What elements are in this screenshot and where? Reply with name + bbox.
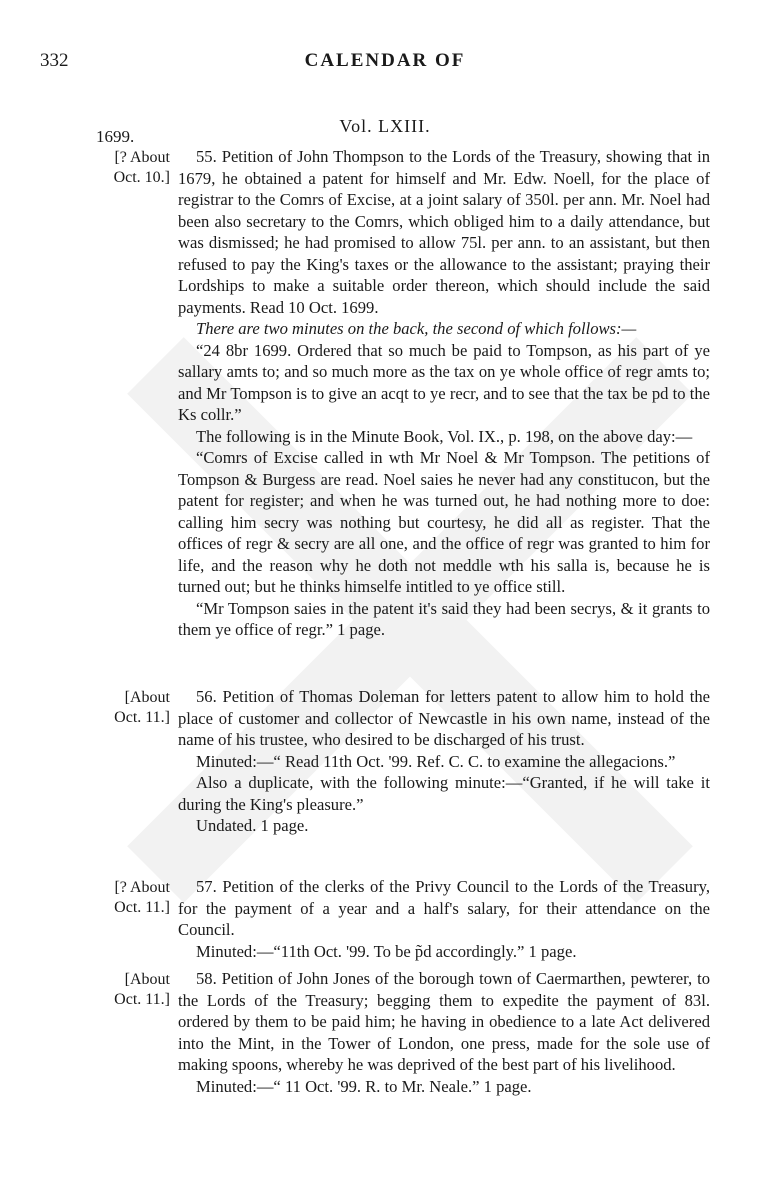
entry-text: 55. Petition of John Thompson to the Lords of the Treasury, showing that in 1679, he obtained a patent for himself and Mr. Edw. Noell, for the place of registrar to the Comrs of Excise, at a joint salary of 350l. per ann. Mr. Noel had been also secretary to the Comrs, which obliged him to a daily attendance, but was dismissed; he had promised to allow 75l. per ann. to an assistant, but then refused to pay the King's taxes or the allowance to the assistant; praying their Lordships to make a suitable order thereon, which should include the said payments. Read 10 Oct. 1699. [178, 147, 710, 317]
entry-text: 57. Petition of the clerks of the Privy Council to the Lords of the Treasury, for the payment of a year and a half's salary, for their attendance on the Council. [178, 877, 710, 939]
note-text: Also a duplicate, with the following minute:—“Granted, if he will take it during the King's pleasure.” [178, 773, 710, 814]
note-text: Undated. 1 page. [196, 816, 309, 835]
volume-heading: Vol. LXIII. [339, 116, 431, 136]
entry-57 [178, 876, 710, 962]
running-title: CALENDAR OF [304, 50, 466, 71]
entry-date-56: [About Oct. 11.] [114, 689, 170, 726]
entry-date-58: [About Oct. 11.] [114, 971, 170, 1008]
entry-56 [178, 686, 710, 837]
minute-text: “24 8br 1699. Ordered that so much be paid to Tompson, as his part of ye sallary amts to; and so much more as the tax on ye whole office of regr amts to; and Mr Tompson is to give an acqt to ye recr, and to see that the tax be pd to the Ks collr.” [178, 340, 710, 424]
minute-text: Minuted:—“ Read 11th Oct. '99. Ref. C. C. to examine the allegacions.” [196, 751, 676, 771]
note-text: The following is in the Minute Book, Vol. IX., p. 198, on the above day:— [196, 426, 693, 446]
minute-text: “Mr Tompson saies in the patent it's said they had been secrys, & it grants to them ye office of regr.” 1 page. [178, 598, 710, 639]
year-marker: 1699. [96, 127, 135, 146]
page-number: 332 [40, 50, 69, 71]
minute-text: “Comrs of Excise called in wth Mr Noel & Mr Tompson. The petitions of Tompson & Burgess are read. Noel saies he never had any constitucon, but the patent for register; and when he was turned out, he had nothing more to doe: calling him secry was nothing but courtesy, he did all as register. That the offices of regr & secry are all one, and the office of regr was granted to him for life, and the reason why he doth not meddle wth his salla is, because he is turned out; but he thinks himselfe intitled to ye office still. [178, 448, 710, 596]
entry-text: 56. Petition of Thomas Doleman for letters patent to allow him to hold the place of customer and collector of Newcastle in his own name, instead of the name of his trustee, who desired to be discharged of his trust. [178, 687, 710, 749]
note-text: There are two minutes on the back, the second of which follows:— [196, 319, 637, 338]
entry-date-57: [? About Oct. 11.] [114, 879, 170, 916]
entry-date-55: [? About Oct. 10.] [113, 149, 170, 186]
entry-58 [178, 968, 710, 1097]
entry-55 [178, 146, 710, 641]
entry-text: 58. Petition of John Jones of the borough town of Caermarthen, pewterer, to the Lords of the Treasury; begging them to expedite the payment of 83l. ordered by them to be paid him; he having in obedience to a late Act delivered into the Mint, in the Tower of London, one press, made for the sole use of making spoons, whereby he was deprived of the best part of his livelihood. [178, 969, 710, 1074]
minute-text: Minuted:—“ 11 Oct. '99. R. to Mr. Neale.” 1 page. [196, 1076, 532, 1096]
minute-text: Minuted:—“11th Oct. '99. To be p̃d accordingly.” 1 page. [196, 941, 577, 961]
